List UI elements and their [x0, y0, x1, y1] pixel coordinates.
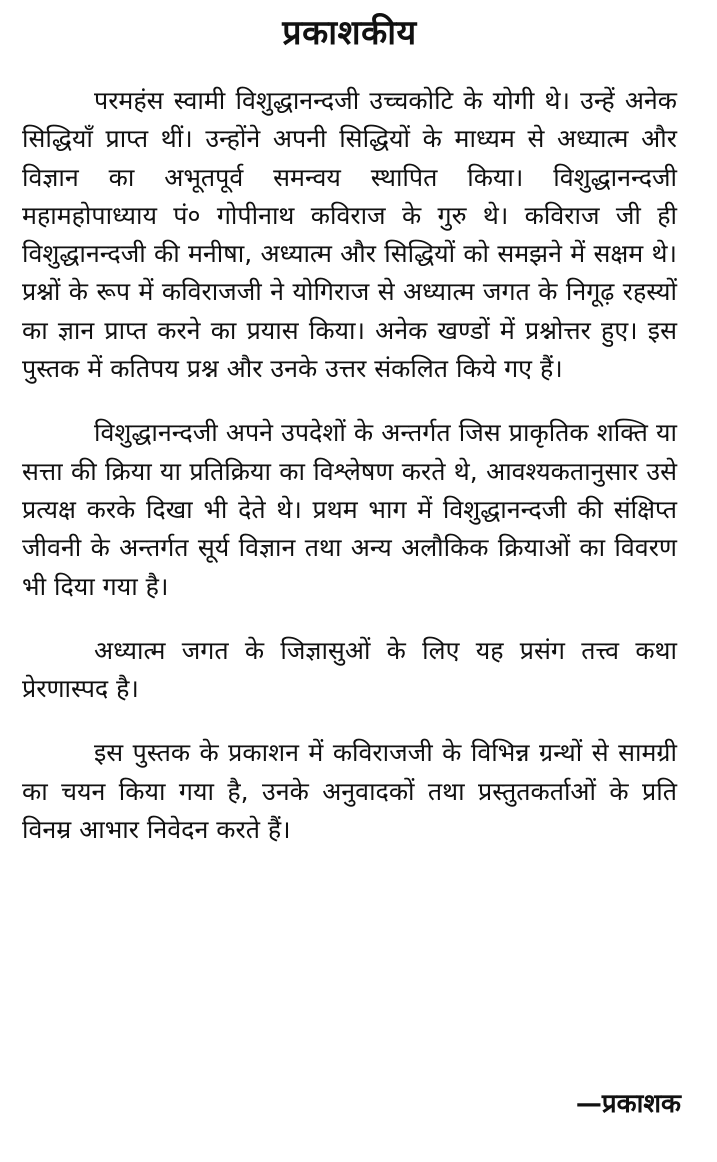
paragraph-teachings: विशुद्धानन्दजी अपने उपदेशों के अन्तर्गत जिस प्राकृतिक शक्ति या सत्ता की क्रिया या प्रतिक्रिया का विश्लेषण करते थे, आवश्यकतानुसार उसे प्रत्यक्ष करके दिखा भी देते थे। प्रथम भाग में विशुद्धानन्दजी की संक्षिप्त जीवनी के अन्तर्गत सूर्य विज्ञान तथा अन्य अलौकिक क्रियाओं का विवरण भी दिया गया है। [22, 418, 677, 601]
paragraph-introduction: परमहंस स्वामी विशुद्धानन्दजी उच्चकोटि के योगी थे। उन्हें अनेक सिद्धियाँ प्राप्त थीं। उन्होंने अपनी सिद्धियों के माध्यम से अध्यात्म और विज्ञान का अभूतपूर्व समन्वय स्थापित किया। विशुद्धानन्दजी महामहोपाध्याय पं० गोपीनाथ कविराज के गुरु थे। कविराज जी ही विशुद्धानन्दजी की मनीषा, अध्यात्म और सिद्धियों को समझने में सक्षम थे। प्रश्नों के रूप में कविराजजी ने योगिराज से अध्यात्म जगत के निगूढ़ रहस्यों का ज्ञान प्राप्त करने का प्रयास किया। अनेक खण्डों में प्रश्नोत्तर हुए। इस पुस्तक में कतिपय प्रश्न और उनके उत्तर संकलित किये गए हैं। [22, 86, 677, 384]
page-title: प्रकाशकीय [282, 13, 417, 53]
paragraph-inspiration: अध्यात्म जगत के जिज्ञासुओं के लिए यह प्रसंग तत्त्व कथा प्रेरणास्पद है। [22, 635, 677, 704]
paragraph-acknowledgement: इस पुस्तक के प्रकाशन में कविराजजी के विभिन्न ग्रन्थों से सामग्री का चयन किया गया है, उनके अनुवादकों तथा प्रस्तुतकर्ताओं के प्रति विनम्र आभार निवेदन करते हैं। [22, 738, 677, 845]
publisher-signature: —प्रकाशक [575, 1089, 681, 1119]
